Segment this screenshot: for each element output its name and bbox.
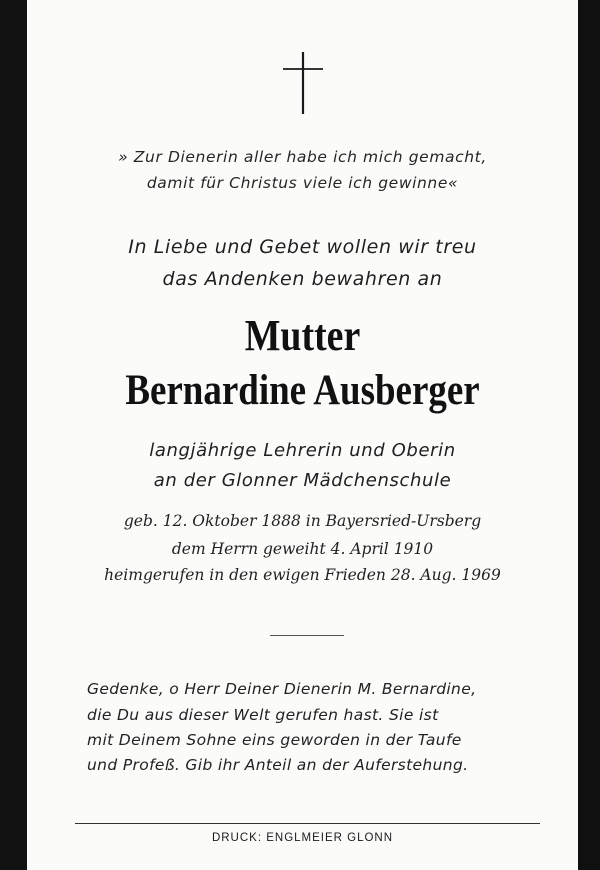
print-rule — [75, 823, 540, 824]
printer-credit: DRUCK: ENGLMEIER GLONN — [211, 832, 394, 844]
intro-line-2: das Andenken bewahren an — [162, 268, 443, 290]
divider — [270, 635, 344, 636]
intro-line-1: In Liebe und Gebet wollen wir treu — [128, 236, 477, 258]
prayer-line-2: die Du aus dieser Welt gerufen hast. Sie ist — [87, 706, 439, 724]
cross-icon — [283, 52, 323, 114]
deceased-name: Bernardine Ausberger — [125, 367, 480, 414]
quote-line-1: » Zur Dienerin aller habe ich mich gemacht, — [118, 148, 487, 166]
birth-date: geb. 12. Oktober 1888 in Bayersried-Ursberg — [123, 512, 482, 530]
role-line-1: langjährige Lehrerin und Oberin — [149, 440, 456, 461]
role-line-2: an der Glonner Mädchenschule — [153, 470, 452, 491]
scan-border-right — [578, 0, 600, 870]
scan-border-left — [0, 0, 27, 870]
deceased-title: Mutter — [244, 311, 361, 360]
prayer-line-4: und Profeß. Gib ihr Anteil an der Auferstehung. — [87, 756, 469, 774]
consecration-date: dem Herrn geweiht 4. April 1910 — [171, 540, 434, 558]
prayer-line-1: Gedenke, o Herr Deiner Dienerin M. Bernardine, — [87, 680, 477, 698]
death-date: heimgerufen in den ewigen Frieden 28. Aug. 1969 — [104, 566, 501, 584]
quote-line-2: damit für Christus viele ich gewinne« — [146, 174, 459, 192]
prayer-line-3: mit Deinem Sohne eins geworden in der Taufe — [87, 731, 462, 749]
